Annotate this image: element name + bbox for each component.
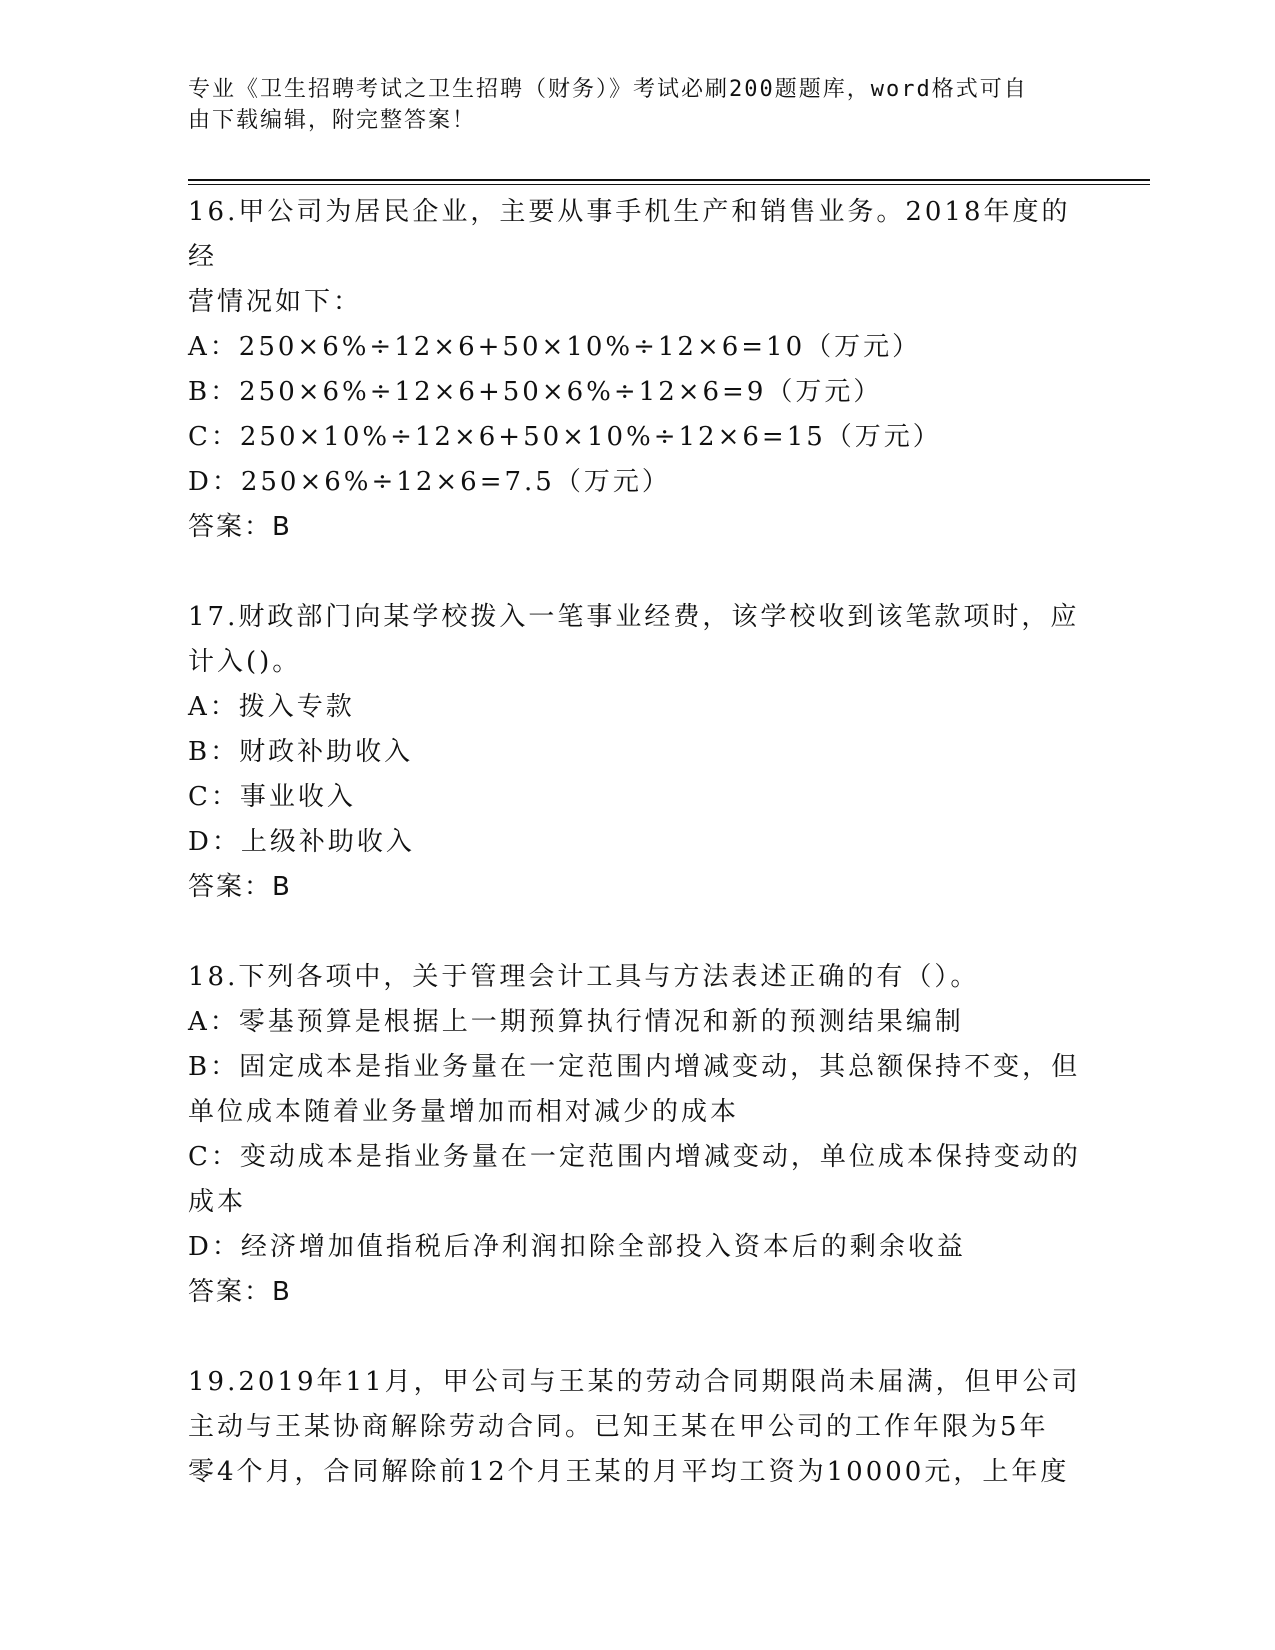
question-stem-line: 17.财政部门向某学校拨入一笔事业经费，该学校收到该笔款项时，应 [188,602,1080,632]
question-stem-line: 主动与王某协商解除劳动合同。已知王某在甲公司的工作年限为5年 [188,1412,1049,1442]
answer-line: 答案：B [188,872,292,902]
question-stem-line: 零4个月，合同解除前12个月王某的月平均工资为10000元，上年度 [188,1457,1070,1487]
question-18 [188,955,1088,1315]
question-19 [188,1360,1088,1495]
question-17 [188,595,1088,910]
question-stem-line: 计入()。 [188,647,302,677]
question-list [188,190,1088,1495]
option-b: B：固定成本是指业务量在一定范围内增减变动，其总额保持不变，但 [188,1052,1081,1082]
option-b: B：财政补助收入 [188,737,414,767]
document-header [188,74,1068,136]
header-line-1: 专业《卫生招聘考试之卫生招聘（财务）》考试必刷200题题库，word格式可自 [188,77,1028,102]
answer-line: 答案：B [188,512,292,542]
spacer [188,1315,1088,1360]
option-d: D：上级补助收入 [188,827,415,857]
question-stem-line: 16.甲公司为居民企业，主要从事手机生产和销售业务。2018年度的经 [188,197,1071,272]
spacer [188,550,1088,595]
option-c: C：变动成本是指业务量在一定范围内增减变动，单位成本保持变动的 [188,1142,1081,1172]
option-c: C：事业收入 [188,782,356,812]
question-stem-line: 18.下列各项中，关于管理会计工具与方法表述正确的有（）。 [188,962,980,992]
option-a: A：250×6%÷12×6+50×10%÷12×6=10（万元） [188,332,922,362]
header-rule-thin [188,184,1150,185]
header-line-2: 由下载编辑，附完整答案！ [188,108,477,133]
option-a: A：零基预算是根据上一期预算执行情况和新的预测结果编制 [188,1007,964,1037]
answer-line: 答案：B [188,1277,292,1307]
option-c-continued: 成本 [188,1187,247,1217]
question-stem-line: 19.2019年11月，甲公司与王某的劳动合同期限尚未届满，但甲公司 [188,1367,1081,1397]
question-16 [188,190,1088,550]
option-b: B：250×6%÷12×6+50×6%÷12×6=9（万元） [188,377,883,407]
option-c: C：250×10%÷12×6+50×10%÷12×6=15（万元） [188,422,942,452]
question-stem-line: 营情况如下： [188,287,363,317]
option-b-continued: 单位成本随着业务量增加而相对减少的成本 [188,1097,740,1127]
option-d: D：250×6%÷12×6=7.5（万元） [188,467,671,497]
option-a: A：拨入专款 [188,692,355,722]
header-rule-thick [188,179,1150,181]
spacer [188,910,1088,955]
option-d: D：经济增加值指税后净利润扣除全部投入资本后的剩余收益 [188,1232,966,1262]
